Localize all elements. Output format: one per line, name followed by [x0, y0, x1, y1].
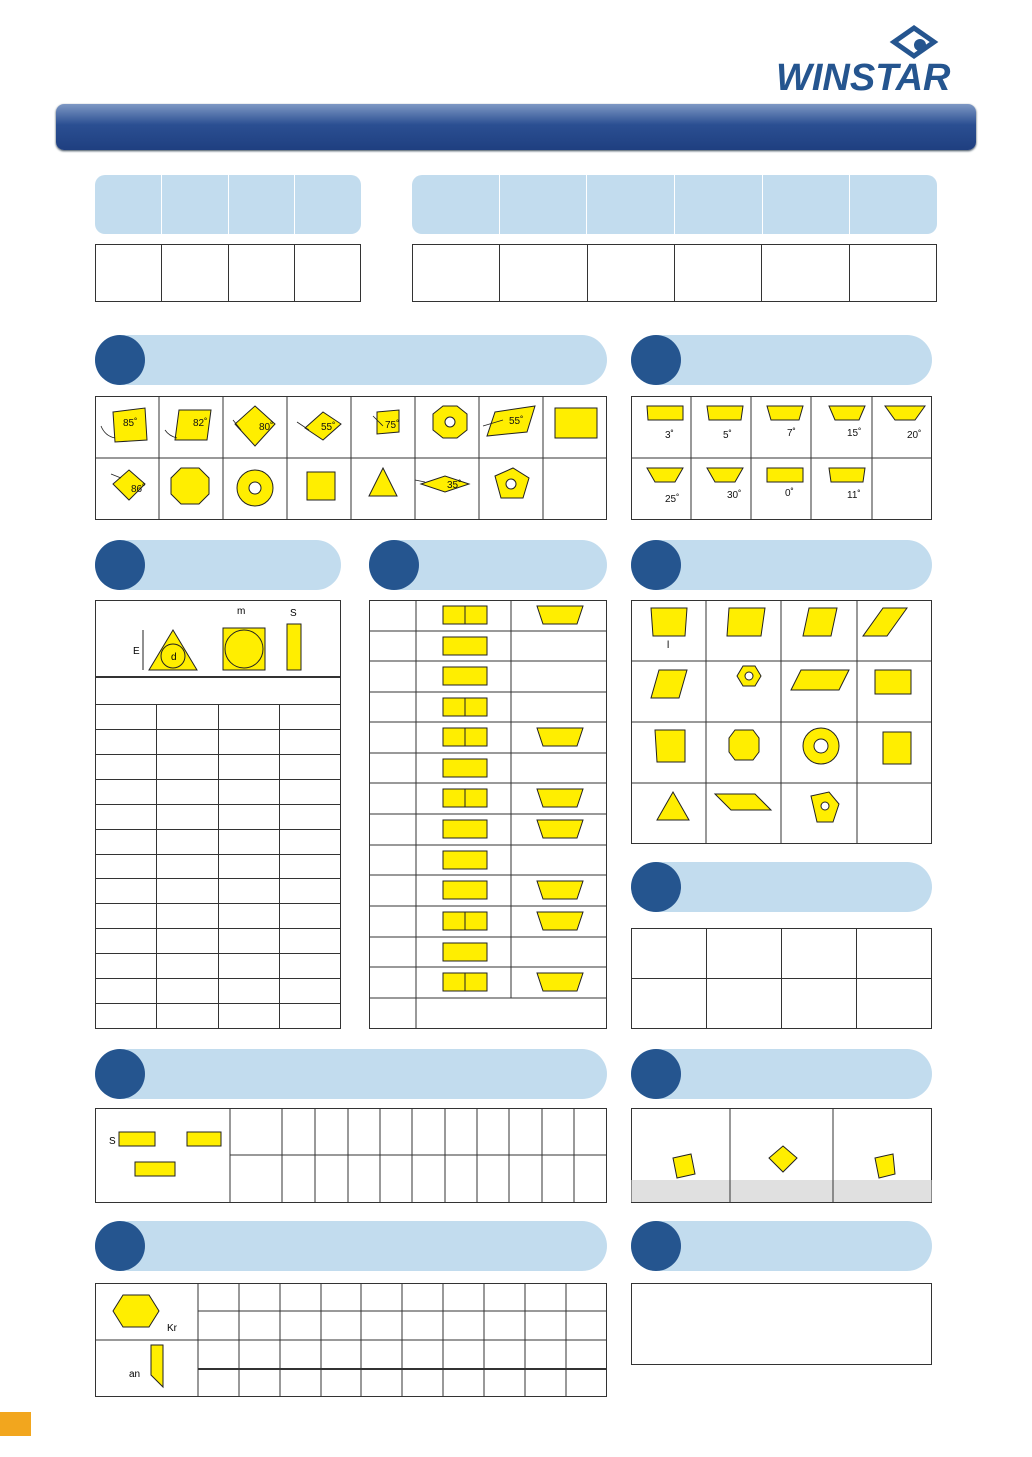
tolerance-table — [95, 677, 341, 1029]
section-chipbreaker-type — [369, 540, 607, 590]
section-cutting-edge-angle — [95, 1221, 607, 1271]
clearance-3: 3˚ — [665, 430, 674, 441]
section-corner-radius — [631, 862, 932, 912]
cutting-edge-angle-grid — [95, 1283, 607, 1397]
kr-label: Kr — [167, 1323, 177, 1334]
page-corner-tab — [0, 1412, 31, 1436]
clearance-20: 20˚ — [907, 430, 922, 441]
manufacturer-option-box — [631, 1283, 932, 1365]
clearance-11: 11˚ — [847, 490, 861, 501]
cutting-edge-length-grid — [631, 600, 932, 844]
section-insert-thickness — [95, 1049, 607, 1099]
section-insert-shape — [95, 335, 607, 385]
section-clearance-angle — [631, 335, 932, 385]
winstar-logo — [776, 24, 976, 96]
header-grid-left — [95, 175, 361, 234]
section-cutting-direction — [631, 1049, 932, 1099]
label-d: d — [171, 652, 177, 663]
clearance-15: 15˚ — [847, 428, 862, 439]
clearance-7: 7˚ — [787, 428, 796, 439]
insert-thickness-grid — [95, 1108, 607, 1203]
thickness-s: S — [109, 1136, 116, 1147]
clearance-0: 0˚ — [785, 488, 794, 499]
section-cutting-edge-length — [631, 540, 932, 590]
corner-radius-grid — [631, 928, 932, 1029]
section-manufacturer-option — [631, 1221, 932, 1271]
value-grid-right — [412, 244, 937, 302]
angle-86: 86˚ — [131, 484, 146, 495]
value-grid-left — [95, 244, 361, 302]
clearance-25: 25˚ — [665, 494, 680, 505]
length-l: l — [667, 640, 670, 651]
label-m: m — [237, 606, 246, 617]
clearance-30: 30˚ — [727, 490, 742, 501]
angle-80: 80˚ — [259, 422, 274, 433]
label-s: S — [290, 608, 297, 619]
tolerance-figure — [95, 600, 341, 677]
an-label: an — [129, 1369, 141, 1380]
chipbreaker-table — [369, 600, 607, 1029]
angle-55-parallelogram: 55˚ — [509, 416, 524, 427]
section-tolerance — [95, 540, 341, 590]
header-grid-right — [412, 175, 937, 234]
clearance-5: 5˚ — [723, 430, 732, 441]
angle-82: 82˚ — [193, 418, 208, 429]
clearance-angle-grid — [631, 396, 932, 520]
angle-75: 75˚ — [385, 420, 400, 431]
angle-35: 35˚ — [447, 480, 462, 491]
brand-name: WINSTAR — [776, 57, 951, 96]
angle-85: 85˚ — [123, 418, 138, 429]
title-bar — [56, 104, 976, 150]
angle-55-rhombus: 55˚ — [321, 422, 336, 433]
insert-shape-grid — [95, 396, 607, 520]
cutting-direction-grid — [631, 1108, 932, 1203]
label-e: E — [133, 646, 140, 657]
